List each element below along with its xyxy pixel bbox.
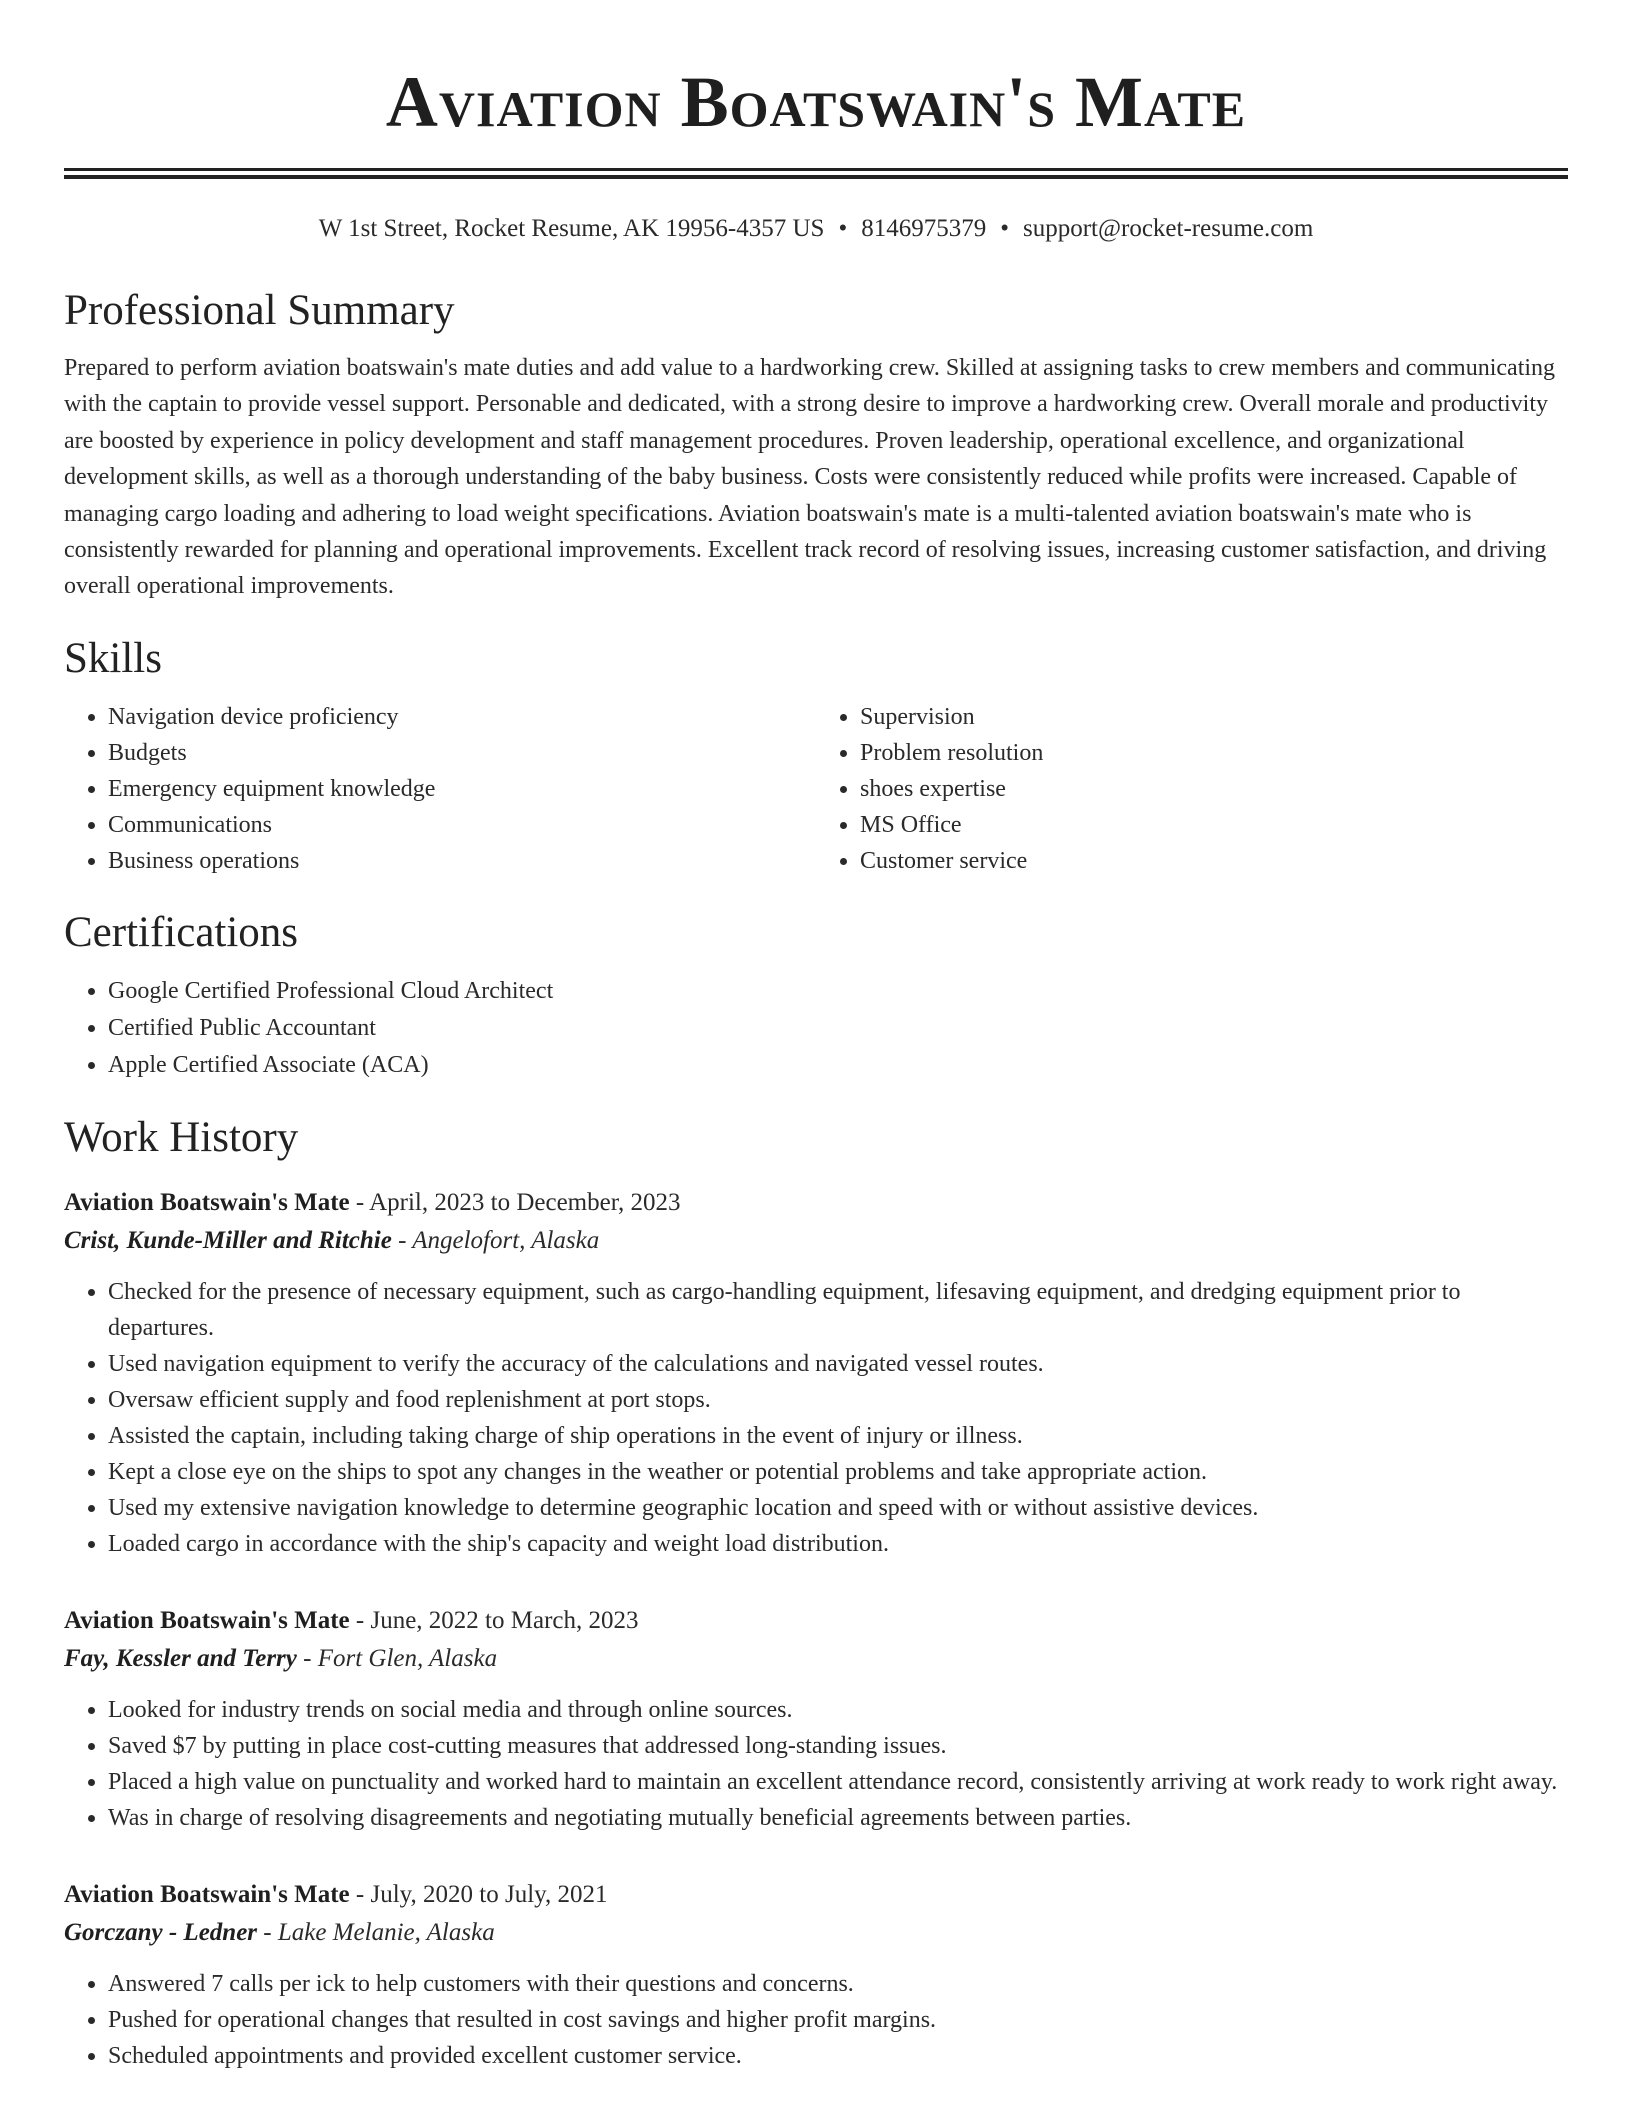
contact-separator: •: [838, 215, 848, 242]
job-bullets: [64, 1274, 1568, 1562]
certifications-section: [64, 907, 1568, 1084]
job-bullets: [64, 1966, 1568, 2074]
contact-separator: •: [1000, 215, 1009, 242]
job-bullet: • Used navigation equipment to verify the accuracy of the calculations and navigated vessel routes.: [108, 1346, 1568, 1382]
job-bullet: • Loaded cargo in accordance with the ship's capacity and weight load distribution.: [108, 1526, 1568, 1562]
skill-item: • Navigation device proficiency: [108, 699, 816, 735]
skills-section: [64, 633, 1568, 879]
job-title: Aviation Boatswain's Mate: [64, 1188, 350, 1216]
job-company: Fay, Kessler and Terry: [64, 1644, 297, 1672]
job-header: [64, 1184, 1568, 1222]
job-bullet: • Answered 7 calls per ick to help customers with their questions and concerns.: [108, 1966, 1568, 2002]
job-company: Gorczany - Ledner: [64, 1918, 258, 1946]
job-location: - Lake Melanie, Alaska: [257, 1918, 495, 1946]
skills-list-left: [64, 699, 816, 879]
resume-name: Aviation Boatswain's Mate: [385, 62, 1247, 142]
job-dates: - April, 2023 to December, 2023: [349, 1188, 681, 1216]
job-location: - Fort Glen, Alaska: [296, 1644, 498, 1672]
certification-item: • Certified Public Accountant: [108, 1010, 1568, 1047]
job-bullet: • Used my extensive navigation knowledge to determine geographic location and speed with or without assistive devices.: [108, 1490, 1568, 1526]
contact-email: support@rocket-resume.com: [1022, 215, 1314, 242]
job-bullet: • Looked for industry trends on social media and through online sources.: [108, 1692, 1568, 1728]
job-header: [64, 1602, 1568, 1640]
certifications-list: [64, 973, 1568, 1084]
summary-text: Prepared to perform aviation boatswain's mate duties and add value to a hardworking crew. Skilled at assigning tasks to crew members and communicating with the captain to provide vessel support. Personable and dedicated, with a strong desire to improve a hardworking crew. Overall morale and productivity are boosted by experience in policy development and staff management procedures. Proven leadership, operational excellence, and organizational development skills, as well as a thorough understanding of the baby business. Costs were consistently reduced while profits were increased. Capable of managing cargo loading and adhering to load weight specifications. Aviation boatswain's mate is a multi-talented aviation boatswain's mate who is consistently rewarded for planning and operational improvements. Excellent track record of resolving issues, increasing customer satisfaction, and driving overall operational improvements.: [64, 355, 1556, 600]
job-entry: [64, 1876, 1568, 2074]
job-bullet: • Scheduled appointments and provided excellent customer service.: [108, 2038, 1568, 2074]
skill-item: • Problem resolution: [860, 735, 1568, 771]
skill-item: • Budgets: [108, 735, 816, 771]
contact-phone: 8146975379: [861, 215, 987, 242]
skill-item: • Business operations: [108, 843, 816, 879]
work-history-section: [64, 1112, 1568, 2074]
job-bullet: • Checked for the presence of necessary equipment, such as cargo-handling equipment, lifesaving equipment, and dredging equipment prior to departures.: [108, 1274, 1568, 1346]
skill-item: • Supervision: [860, 699, 1568, 735]
job-title: Aviation Boatswain's Mate: [64, 1606, 350, 1634]
summary-heading: Professional Summary: [64, 287, 455, 334]
job-company: Crist, Kunde-Miller and Ritchie: [64, 1226, 392, 1254]
contact-address: W 1st Street, Rocket Resume, AK 19956-4357 US: [318, 215, 825, 242]
job-bullet: • Pushed for operational changes that resulted in cost savings and higher profit margins.: [108, 2002, 1568, 2038]
skill-item: • Customer service: [860, 843, 1568, 879]
job-bullet: • Kept a close eye on the ships to spot any changes in the weather or potential problems and take appropriate action.: [108, 1454, 1568, 1490]
job-employer: [64, 1222, 1568, 1260]
job-title: Aviation Boatswain's Mate: [64, 1880, 350, 1908]
job-bullet: • Was in charge of resolving disagreements and negotiating mutually beneficial agreements between parties.: [108, 1800, 1568, 1836]
work-history-heading: Work History: [64, 1113, 299, 1161]
contact-line: [64, 213, 1568, 245]
job-dates: - July, 2020 to July, 2021: [349, 1880, 608, 1908]
job-entry: [64, 1184, 1568, 1562]
job-employer: [64, 1914, 1568, 1952]
job-bullet: • Saved $7 by putting in place cost-cutting measures that addressed long-standing issues.: [108, 1728, 1568, 1764]
job-bullet: • Oversaw efficient supply and food replenishment at port stops.: [108, 1382, 1568, 1418]
skills-heading: Skills: [64, 634, 162, 682]
skill-item: • Communications: [108, 807, 816, 843]
skills-columns: [64, 699, 1568, 879]
skills-list-right: [816, 699, 1568, 879]
summary-section: [64, 285, 1568, 605]
certifications-heading: Certifications: [64, 908, 299, 956]
certification-item: • Apple Certified Associate (ACA): [108, 1047, 1568, 1084]
job-dates: - June, 2022 to March, 2023: [349, 1606, 639, 1634]
job-bullet: • Placed a high value on punctuality and worked hard to maintain an excellent attendance record, consistently arriving at work ready to work right away.: [108, 1764, 1568, 1800]
job-bullets: [64, 1692, 1568, 1836]
job-entry: [64, 1602, 1568, 1836]
skill-item: • MS Office: [860, 807, 1568, 843]
job-header: [64, 1876, 1568, 1914]
job-bullet: • Assisted the captain, including taking charge of ship operations in the event of injury or illness.: [108, 1418, 1568, 1454]
skill-item: • shoes expertise: [860, 771, 1568, 807]
job-employer: [64, 1640, 1568, 1678]
header-divider: [64, 168, 1568, 179]
certification-item: • Google Certified Professional Cloud Architect: [108, 973, 1568, 1010]
job-location: - Angelofort, Alaska: [391, 1226, 600, 1254]
skill-item: • Emergency equipment knowledge: [108, 771, 816, 807]
